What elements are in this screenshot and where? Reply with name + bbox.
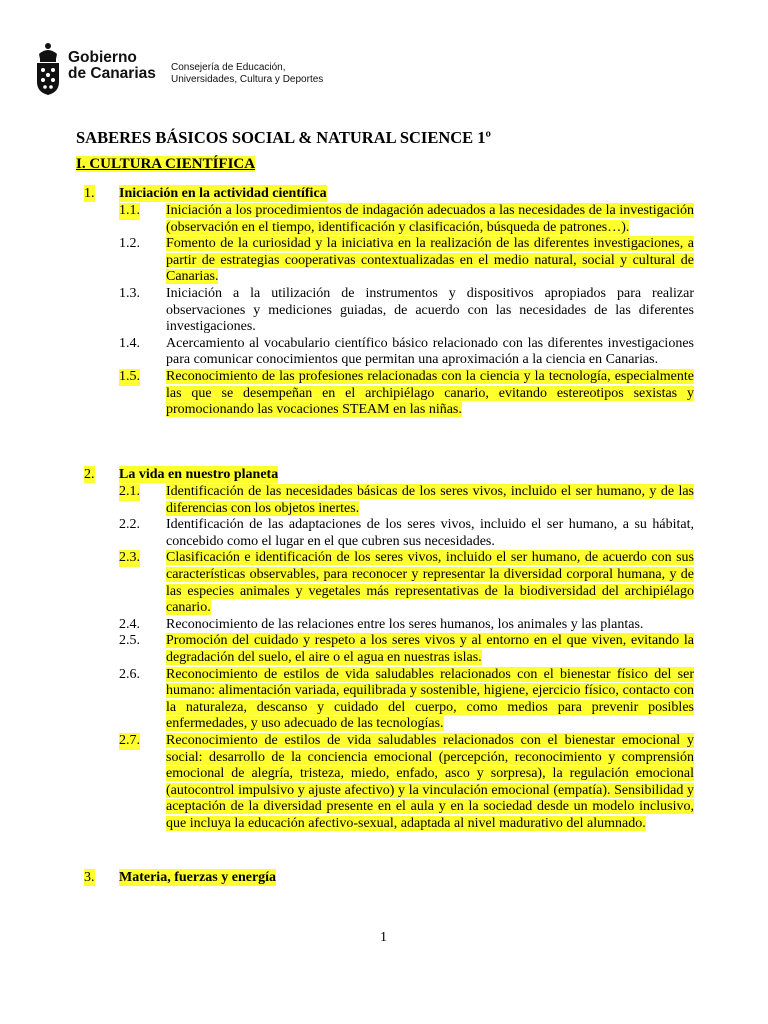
item-text: Reconocimiento de estilos de vida saludables relacionados con el bienestar físico del ser humano: alimentación variada, equilibrada y sostenible, higiene, ejercicio físico, contacto con la naturaleza, descanso y cuidado del cuerpo, como medios para prevenir posibles enfermedades, y uso adecuado de las tecnologías. <box>166 666 694 732</box>
list-item <box>0 203 768 236</box>
department-name-line2: Universidades, Cultura y Deportes <box>171 73 324 85</box>
item-number: 1.1. <box>119 203 140 218</box>
government-name-line1: Gobierno <box>68 49 137 66</box>
group-heading <box>0 185 768 203</box>
list-item <box>0 617 768 634</box>
item-text: Identificación de las necesidades básicas de los seres vivos, incluido el ser humano, y de las diferencias con los objetos inertes. <box>166 484 694 516</box>
list-item <box>0 286 768 336</box>
document-title: SABERES BÁSICOS SOCIAL & NATURAL SCIENCE 1º <box>76 128 492 147</box>
document-header <box>34 40 434 96</box>
list-item <box>0 336 768 369</box>
government-name-line2: de Canarias <box>68 65 156 82</box>
item-text: Fomento de la curiosidad y la iniciativa en la realización de las diferentes investigaciones, a partir de estrategias cooperativas contextualizadas en el medio natural, social y cultural de Canarias. <box>166 236 694 285</box>
item-text: Acercamiento al vocabulario científico básico relacionado con las diferentes investigaciones para comunicar conocimientos que permitan una aproximación a la ciencia en Canarias. <box>166 335 694 368</box>
group-number: 2. <box>84 467 95 482</box>
group-heading <box>0 466 768 484</box>
content-group-3 <box>0 869 768 887</box>
item-number: 2.6. <box>119 666 140 682</box>
coat-of-arms-icon <box>34 42 62 96</box>
department-name <box>171 62 323 85</box>
list-item <box>0 633 768 666</box>
item-text: Identificación de las adaptaciones de los seres vivos, incluido el ser humano, a su hábitat, concebido como el lugar en el que cubren sus necesidades. <box>166 517 694 549</box>
item-text: Reconocimiento de las relaciones entre los seres humanos, los animales y las plantas. <box>166 616 644 632</box>
item-number: 2.7. <box>119 732 140 748</box>
section-title-text: I. CULTURA CIENTÍFICA <box>76 156 256 172</box>
item-text: Iniciación a la utilización de instrumentos y dispositivos apropiados para realizar observaciones y mediciones guiadas, de acuerdo con las necesidades de las diferentes investigaciones. <box>166 285 694 335</box>
item-number: 1.4. <box>119 335 140 351</box>
list-item <box>0 517 768 550</box>
department-name-line1: Consejería de Educación, <box>171 62 286 73</box>
item-text: Clasificación e identificación de los seres vivos, incluido el ser humano, de acuerdo con sus características observables, para reconocer y representar la diversidad corporal humana, y de las especies animales y vegetales más representativas de la biodiversidad del archipiélago canario. <box>166 550 694 616</box>
list-item <box>0 484 768 517</box>
item-number: 2.3. <box>119 550 140 566</box>
group-label: Materia, fuerzas y energía <box>119 870 277 885</box>
item-number: 1.5. <box>119 368 140 384</box>
item-number: 1.2. <box>119 236 140 252</box>
list-item <box>0 667 768 733</box>
group-number: 3. <box>84 870 95 885</box>
item-number: 2.1. <box>119 484 140 499</box>
group-label: Iniciación en la actividad científica <box>119 186 327 201</box>
list-item <box>0 550 768 616</box>
group-heading <box>0 869 768 887</box>
item-text: Iniciación a los procedimientos de indagación adecuados a las necesidades de la investigación (observación en el tiempo, identificación y clasificación, búsqueda de patrones…). <box>166 203 694 235</box>
group-number: 1. <box>84 186 95 201</box>
item-text: Reconocimiento de estilos de vida saludables relacionados con el bienestar emocional y social: desarrollo de la conciencia emocional (percepción, reconocimiento y comprensión emocional de alegría, tristeza, miedo, enfado, asco y sorpresa), la regulación emocional (autocontrol impulsivo y ajuste afectivo) y la vinculación emocional (empatía). Sensibilidad y aceptación de la diversidad presente en el aula y en la sociedad desde un modelo inclusivo, que incluya la educación afectivo-sexual, adaptada al nivel madurativo del alumnado. <box>166 732 694 831</box>
group-label: La vida en nuestro planeta <box>119 467 279 482</box>
item-number: 2.5. <box>119 633 140 649</box>
list-item <box>0 236 768 286</box>
page-number: 1 <box>380 930 387 945</box>
item-text: Promoción del cuidado y respeto a los seres vivos y al entorno en el que viven, evitando la degradación del suelo, el aire o el agua en nuestras islas. <box>166 633 694 665</box>
item-number: 2.2. <box>119 517 140 533</box>
item-number: 2.4. <box>119 616 140 632</box>
list-item <box>0 369 768 419</box>
section-title <box>76 156 255 173</box>
content-group-1 <box>0 185 768 419</box>
list-item <box>0 733 768 833</box>
item-number: 1.3. <box>119 285 140 301</box>
government-name <box>68 50 156 82</box>
item-text: Reconocimiento de las profesiones relacionadas con la ciencia y la tecnología, especialmente las que se desempeñan en el archipiélago canario, evitando estereotipos sexistas y promocionando las vocaciones STEAM en las niñas. <box>166 368 694 418</box>
content-group-2 <box>0 466 768 832</box>
